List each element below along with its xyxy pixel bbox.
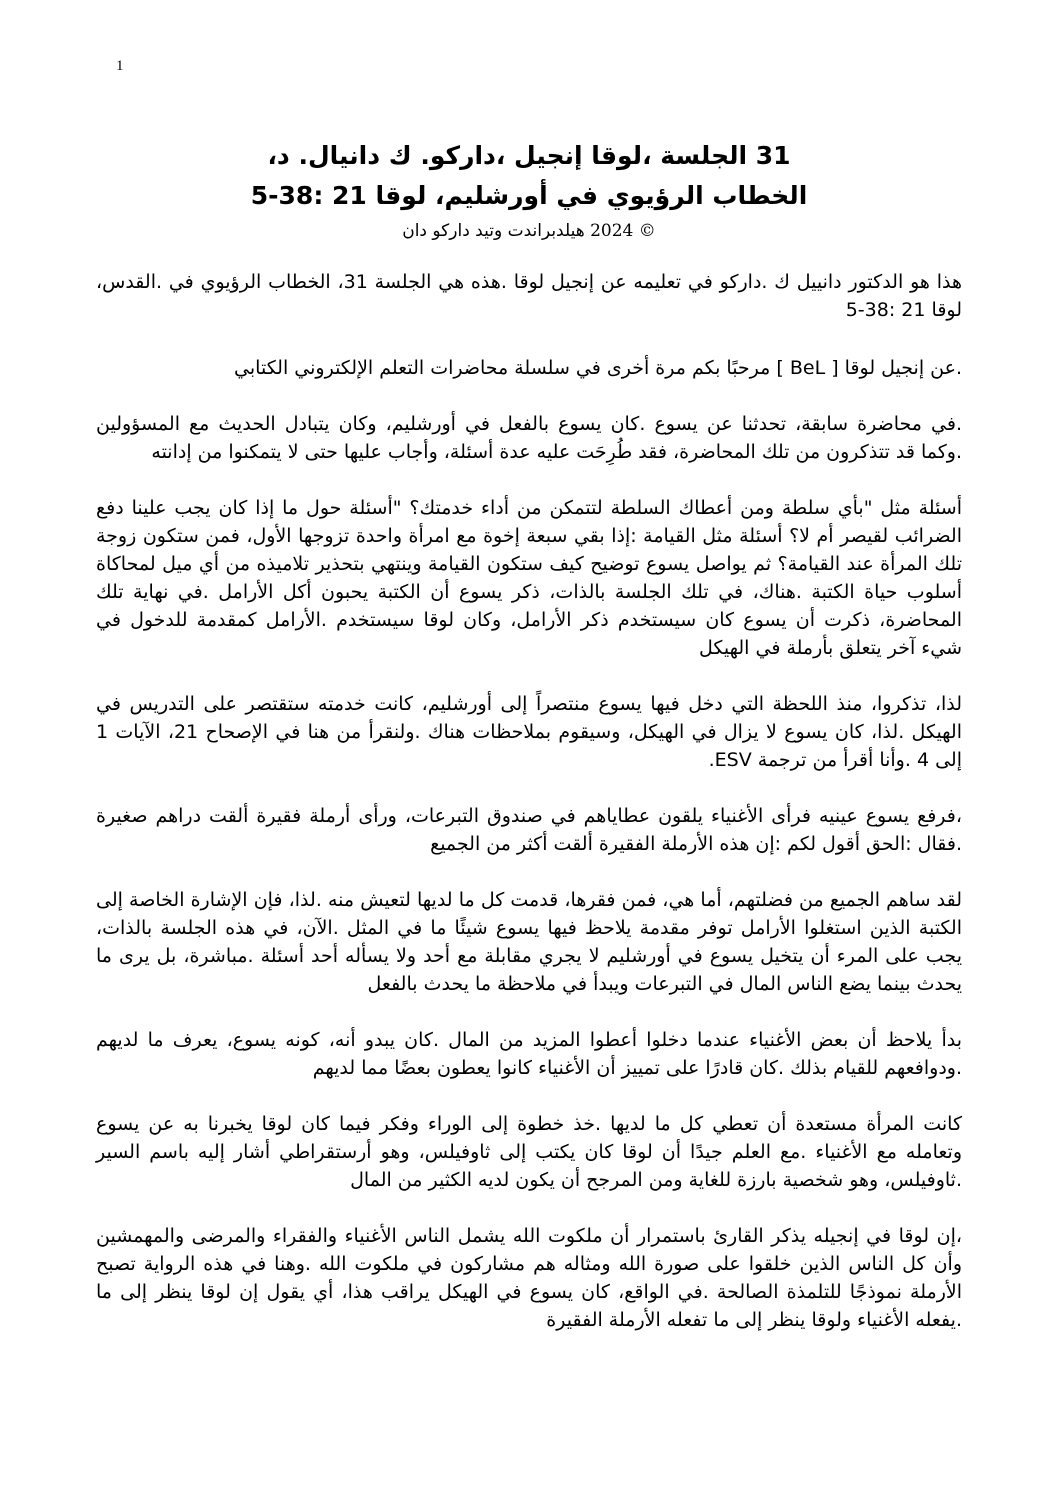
paragraph-contributions: لقد ساهم الجميع من فضلتهم، أما هي، فمن فقرها، قدمت كل ما لديها لتعيش منه .لذا، فإن الإشارة الخاصة إلى الكتبة الذين استغلوا الأرامل توفر مقدمة يلاحظ فيها يسوع شيئًا ما في المثل .الآن، في هذه الجلسة بالذات، يجب على المرء أن يتخيل يسوع في أورشليم لا يجري مقابلة مع أحد ولا يسأله أحد أسئلة .مباشرة، بل يرى ما يحدث بينما يضع الناس المال في التبرعات ويبدأ في ملاحظة ما يحدث بالفعل [96, 889, 962, 995]
paragraph-welcome: .عن إنجيل لوقا [ BeL ] مرحبًا بكم مرة أخرى في سلسلة محاضرات التعلم الإلكتروني الكتابي [234, 357, 962, 379]
paragraph-kingdom-of-god: ،إن لوقا في إنجيله يذكر القارئ باستمرار أن ملكوت الله يشمل الناس الأغنياء والفقراء والمرضى والمهمشين وأن كل الناس الذين خلقوا على صورة الله ومثاله هم مشاركون في ملكوت الله .وهنا في هذه الرواية تصبح الأرملة نموذجًا للتلمذة الصالحة .في الواقع، كان يسوع في الهيكل يراقب هذا، أي يقول إن لوقا ينظر إلى ما .يفعله الأغنياء ولوقا ينظر إلى ما تفعله الأرملة الفقيرة [96, 1225, 962, 1331]
document-title-line-2: الخطاب الرؤيوي في أورشليم، لوقا 21 :38-5 [250, 181, 808, 210]
paragraph-questions: أسئلة مثل "بأي سلطة ومن أعطاك السلطة لتتمكن من أداء خدمتك؟ "أسئلة حول ما إذا كان يجب علينا دفع الضرائب لقيصر أم لا؟ أسئلة مثل القيامة :إذا بقي سبعة إخوة مع امرأة واحدة تزوجها الأول، فمن ستكون زوجة تلك المرأة عند القيامة؟ ثم يواصل يسوع توضيح كيف ستكون القيامة وينتهي بتحذير تلاميذه من أي ميل لمحاكاة أسلوب حياة الكتبة .هناك، في تلك الجلسة بالذات، ذكر يسوع أن الكتبة يحبون أكل الأرامل .في نهاية تلك المحاضرة، ذكرت أن يسوع كان سيستخدم ذكر الأرامل، وكان لوقا سيستخدم .الأرامل كمقدمة للدخول في شيء آخر يتعلق بأرملة في الهيكل [96, 497, 962, 659]
copyright-notice: © 2024 هيلدبراندت وتيد داركو دان [402, 221, 656, 241]
paragraph-widow-offering: ،فرفع يسوع عينيه فرأى الأغنياء يلقون عطاياهم في صندوق التبرعات، ورأى أرملة فقيرة ألقت دراهم صغيرة .فقال :الحق أقول لكم :إن هذه الأرملة الفقيرة ألقت أكثر من الجميع [96, 805, 962, 855]
paragraph-previous-lecture: .في محاضرة سابقة، تحدثنا عن يسوع .كان يسوع بالفعل في أورشليم، وكان يتبادل الحديث مع المسؤولين .وكما قد تتذكرون من تلك المحاضرة، فقد طُرِحَت عليه عدة أسئلة، وأجاب عليها حتى لا يتمكنوا من إدانته [96, 413, 962, 463]
document-header [96, 136, 962, 244]
document-title-line-1: 31 الجلسة ،لوقا إنجيل ،داركو. ك دانيال. د، [267, 141, 791, 170]
page-number: 1 [116, 58, 124, 74]
paragraph-temple-reading: لذا، تذكروا، منذ اللحظة التي دخل فيها يسوع منتصراً إلى أورشليم، كانت خدمته ستقتصر على التدريس في الهيكل .لذا، كان يسوع لا يزال في الهيكل، وسيقوم بملاحظات هناك .ولنقرأ من هنا في الإصحاح 21، الآيات 1 إلى 4 .وأنا أقرأ من ترجمة ESV. [96, 693, 963, 771]
paragraph-theophilus: كانت المرأة مستعدة أن تعطي كل ما لديها .خذ خطوة إلى الوراء وفكر فيما كان لوقا يخبرنا به عن يسوع وتعامله مع الأغنياء .مع العلم جيدًا أن لوقا كان يكتب إلى ثاوفيلس، وهو أرستقراطي أشار إليه باسم السير .ثاوفيلس، وهو شخصية بارزة للغاية ومن المرجح أن يكون لديه الكثير من المال [96, 1113, 962, 1191]
paragraph-rich-givers: بدأ يلاحظ أن بعض الأغنياء عندما دخلوا أعطوا المزيد من المال .كان يبدو أنه، كونه يسوع، يعرف ما لديهم .ودوافعهم للقيام بذلك .كان قادرًا على تمييز أن الأغنياء كانوا يعطون بعضًا مما لديهم [96, 1029, 962, 1079]
paragraph-intro: هذا هو الدكتور دانييل ك .داركو في تعليمه عن إنجيل لوقا .هذه هي الجلسة 31، الخطاب الرؤيوي في .القدس، لوقا 21 :38-5 [96, 271, 962, 321]
